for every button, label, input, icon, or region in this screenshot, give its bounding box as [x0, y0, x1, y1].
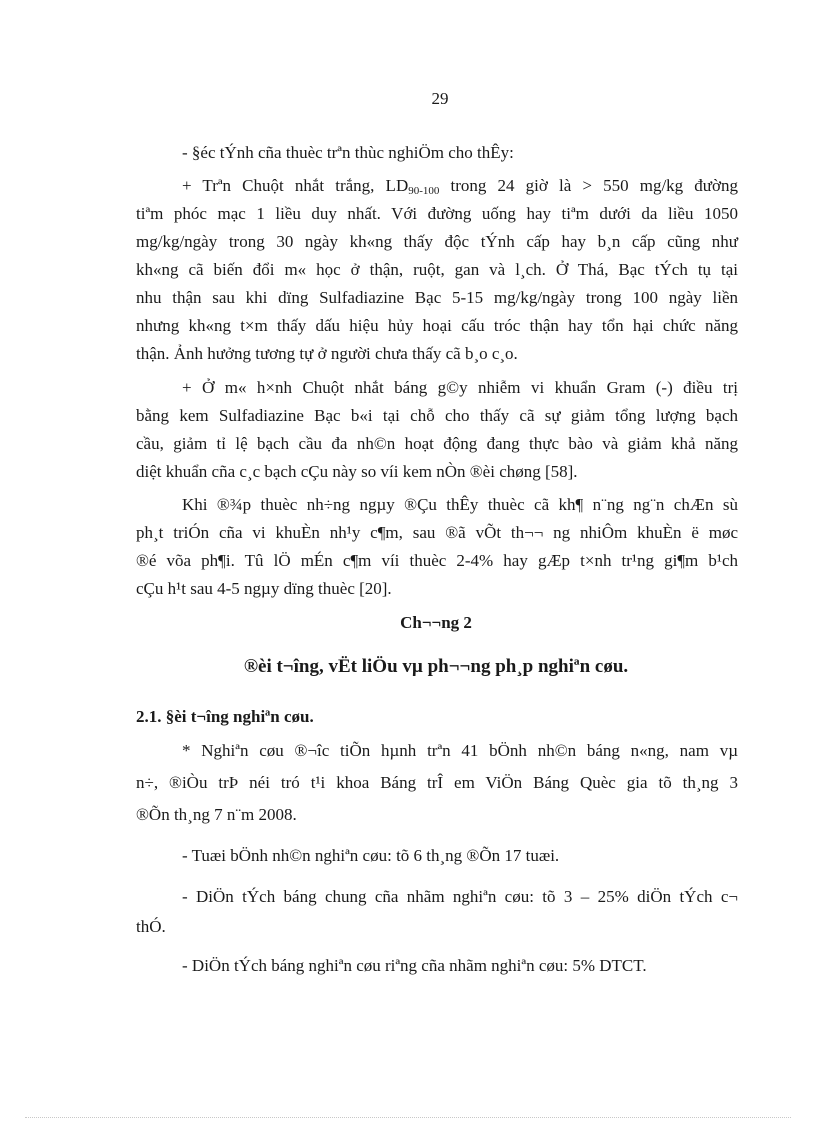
paragraph-model-line-2: bằng kem Sulfadiazine Bạc b«i tại chỗ cho thấy cã sự giảm tổng lượng bạch — [136, 406, 738, 425]
ld-subscript: 90-100 — [408, 185, 440, 197]
chapter-label: Ch¬¬ng 2 — [400, 613, 472, 632]
page-bottom-dotted-border — [25, 1117, 791, 1118]
paragraph-model-line-3: cầu, giảm tỉ lệ bạch cầu đa nh©n hoạt động đang thực bào và giảm khả năng — [136, 434, 738, 453]
paragraph-mouse-line-5: nhu thận sau khi dïng Sulfadiazine Bạc 5-15 mg/kg/ngày trong 100 ngày liền — [136, 288, 738, 307]
paragraph-toxicity-intro: - §éc tÝnh cña thuèc trªn thùc nghiÖm cho thÊy: — [182, 143, 514, 162]
section-heading: 2.1. §èi t¬îng nghiªn cøu. — [136, 707, 314, 726]
paragraph-study-line-1: * Nghiªn cøu ®¬îc tiÕn hµnh trªn 41 bÖnh nh©n báng n«ng, nam vµ — [182, 741, 738, 760]
paragraph-application-line-2: ph¸t triÓn cña vi khuÈn nh¹y c¶m, sau ®ã vÕt th¬¬ ng nhiÔm khuÈn ë møc — [136, 523, 738, 542]
paragraph-burn-area-line-1: - DiÖn tÝch báng chung cña nhãm nghiªn cøu: tõ 3 – 25% diÖn tÝch c¬ — [182, 887, 738, 906]
paragraph-application-line-3: ®é võa ph¶i. Tû lÖ mÉn c¶m víi thuèc 2-4% hay gÆp t×nh tr¹ng gi¶m b¹ch — [136, 551, 738, 570]
paragraph-burn-area-line-2: thÓ. — [136, 917, 166, 936]
paragraph-mouse-line-6: nhưng kh«ng t×m thấy dấu hiệu hủy hoại cấu tróc thận hay tổn hại chức năng — [136, 316, 738, 335]
paragraph-model-line-4: diệt khuẩn cña c¸c bạch cÇu này so víi kem nÒn ®èi chøng [58]. — [136, 462, 578, 481]
paragraph-mouse-line-4: kh«ng cã biến đổi m« học ở thận, ruột, gan và l¸ch. Ở Thá, Bạc tÝch tụ tại — [136, 260, 738, 279]
paragraph-study-area: - DiÖn tÝch báng nghiªn cøu riªng cña nhãm nghiªn cøu: 5% DTCT. — [182, 956, 647, 975]
page-number: 29 — [431, 89, 449, 108]
chapter-title: ®èi t¬îng, vËt liÖu vµ ph¬¬ng ph¸p nghiªn cøu. — [243, 656, 629, 677]
paragraph-mouse-line-2: tiªm phóc mạc 1 liều duy nhất. Với đường uống hay tiªm dưới da liều 1050 — [136, 204, 738, 223]
paragraph-model-line-1: + Ở m« h×nh Chuột nhắt báng g©y nhiễm vi khuẩn Gram (-) điều trị — [182, 378, 738, 397]
paragraph-study-line-3: ®Õn th¸ng 7 n¨m 2008. — [136, 805, 297, 824]
paragraph-mouse-line-1: + Trªn Chuột nhắt trắng, $LD_{90-100}$ trong 24 giờ là > 550 mg/kg đường — [182, 176, 738, 197]
paragraph-application-line-4: cÇu h¹t sau 4-5 ngµy dïng thuèc [20]. — [136, 579, 392, 598]
paragraph-age: - Tuæi bÖnh nh©n nghiªn cøu: tõ 6 th¸ng ®Õn 17 tuæi. — [182, 846, 560, 865]
paragraph-study-line-2: n÷, ®iÒu trÞ néi tró t¹i khoa Báng trÎ em ViÖn Báng Quèc gia tõ th¸ng 3 — [136, 773, 738, 792]
paragraph-mouse-line-3: mg/kg/ngày trong 30 ngày kh«ng thấy độc tÝnh cấp hay b¸n cấp cũng như — [136, 232, 738, 251]
paragraph-application-line-1: Khi ®¾p thuèc nh÷ng ngµy ®Çu thÊy thuèc cã kh¶ n¨ng ng¨n chÆn sù — [182, 495, 738, 514]
paragraph-mouse-line-7: thận. Ảnh hưởng tương tự ở người chưa thấy cã b¸o c¸o. — [136, 344, 518, 363]
